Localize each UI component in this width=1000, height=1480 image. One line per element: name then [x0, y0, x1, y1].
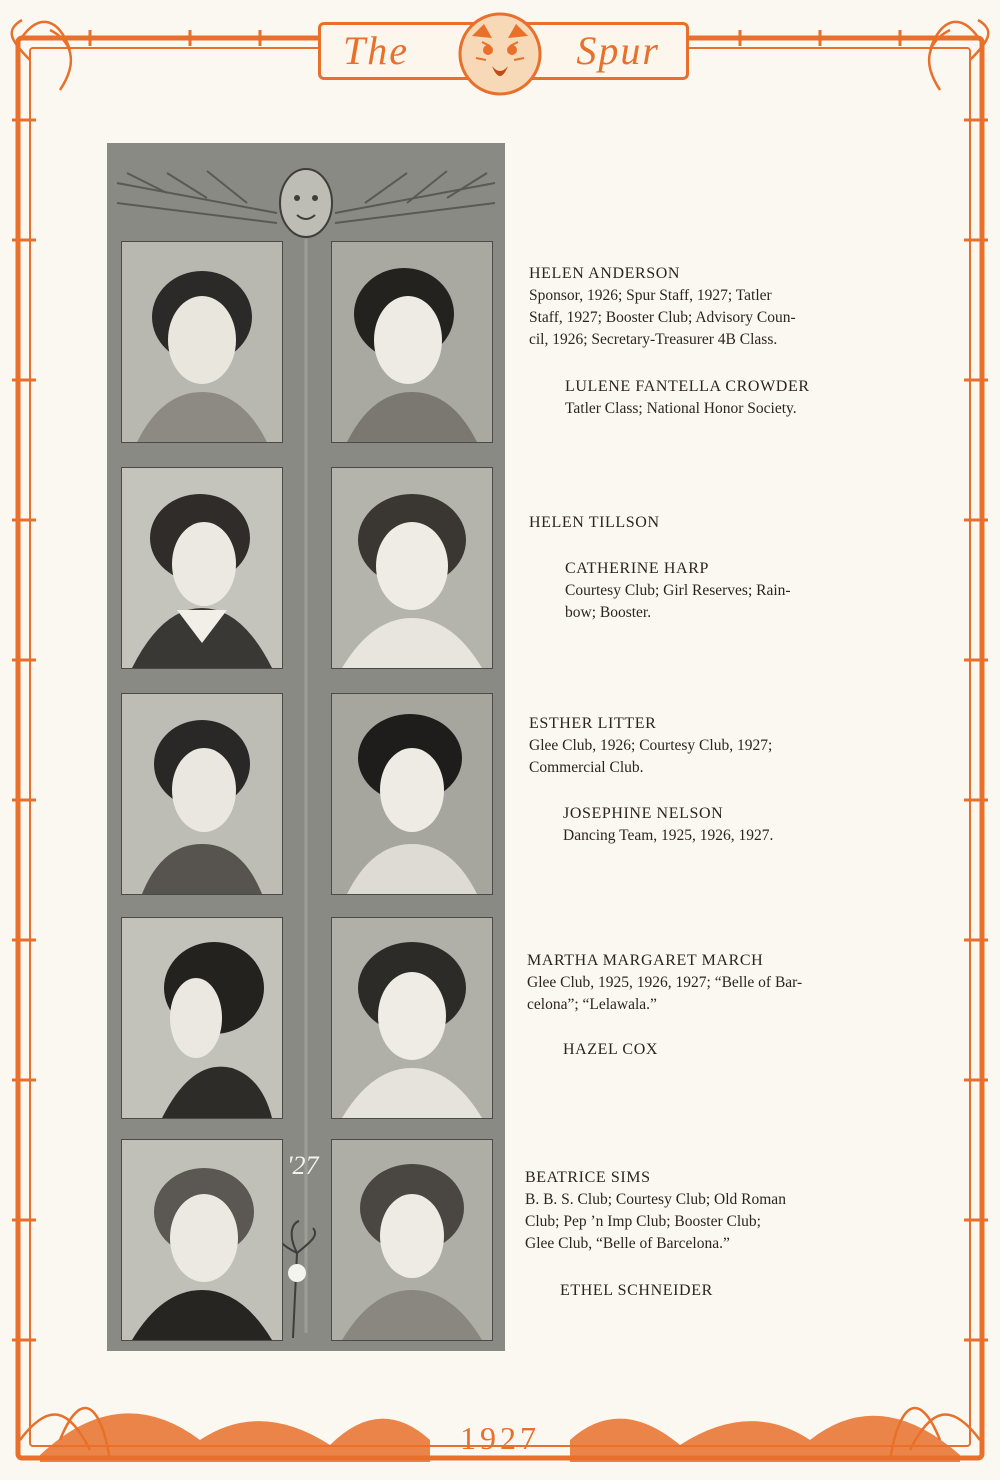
- student-desc-line: Staff, 1927; Booster Club; Advisory Coun-: [529, 309, 796, 326]
- portrait-hazel-cox: [331, 917, 493, 1119]
- student-desc-line: Tatler Class; National Honor Society.: [565, 400, 797, 417]
- student-name: ETHEL SCHNEIDER: [560, 1282, 713, 1299]
- photo-panel: [107, 143, 505, 1351]
- entry-josephine-nelson: [563, 803, 773, 847]
- portrait-ethel-schneider: [331, 1139, 493, 1341]
- student-desc-line: Glee Club, 1926; Courtesy Club, 1927;: [529, 737, 773, 754]
- student-desc-line: Club; Pep ’n Imp Club; Booster Club;: [525, 1213, 761, 1230]
- student-name: CATHERINE HARP: [565, 560, 709, 577]
- student-name: ESTHER LITTER: [529, 715, 657, 732]
- portrait-martha-march: [121, 917, 283, 1119]
- entry-ethel-schneider: [560, 1280, 713, 1302]
- header-title-left: The: [343, 28, 409, 73]
- student-name: HAZEL COX: [563, 1041, 659, 1058]
- entry-helen-anderson: [529, 263, 796, 351]
- entry-hazel-cox: [563, 1039, 658, 1061]
- header-title-right: Spur: [576, 28, 660, 73]
- entry-martha-march: [527, 950, 802, 1016]
- portrait-beatrice-sims: [121, 1139, 283, 1341]
- student-desc-line: cil, 1926; Secretary-Treasurer 4B Class.: [529, 331, 778, 348]
- student-desc-line: Glee Club, 1925, 1926, 1927; “Belle of Bar-: [527, 974, 803, 991]
- portrait-josephine-nelson: [331, 693, 493, 895]
- entry-esther-litter: [529, 713, 772, 779]
- student-desc-line: Commercial Club.: [529, 759, 644, 776]
- student-desc-line: bow; Booster.: [565, 604, 652, 621]
- panel-inscription: '27: [287, 1151, 319, 1180]
- portrait-catherine-harp: [331, 467, 493, 669]
- entry-lulene-crowder: [565, 376, 810, 420]
- student-name: HELEN ANDERSON: [529, 265, 681, 282]
- student-name: LULENE FANTELLA CROWDER: [565, 378, 810, 395]
- student-desc-line: B. B. S. Club; Courtesy Club; Old Roman: [525, 1191, 786, 1208]
- student-name: MARTHA MARGARET MARCH: [527, 952, 764, 969]
- entry-catherine-harp: [565, 558, 791, 624]
- student-name: HELEN TILLSON: [529, 514, 660, 531]
- portrait-lulene-crowder: [331, 241, 493, 443]
- student-desc-line: celona”; “Lelawala.”: [527, 996, 657, 1013]
- portrait-helen-anderson: [121, 241, 283, 443]
- tiger-head-emblem: [452, 6, 548, 102]
- entry-beatrice-sims: [525, 1167, 786, 1255]
- student-desc-line: Dancing Team, 1925, 1926, 1927.: [563, 827, 774, 844]
- student-desc-line: Glee Club, “Belle of Barcelona.”: [525, 1235, 730, 1252]
- student-name: BEATRICE SIMS: [525, 1169, 651, 1186]
- student-desc-line: Courtesy Club; Girl Reserves; Rain-: [565, 582, 791, 599]
- student-name: JOSEPHINE NELSON: [563, 805, 724, 822]
- student-desc-line: Sponsor, 1926; Spur Staff, 1927; Tatler: [529, 287, 772, 304]
- footer-year: 1927: [460, 1420, 540, 1456]
- entry-helen-tillson: [529, 512, 660, 534]
- portrait-helen-tillson: [121, 467, 283, 669]
- portrait-esther-litter: [121, 693, 283, 895]
